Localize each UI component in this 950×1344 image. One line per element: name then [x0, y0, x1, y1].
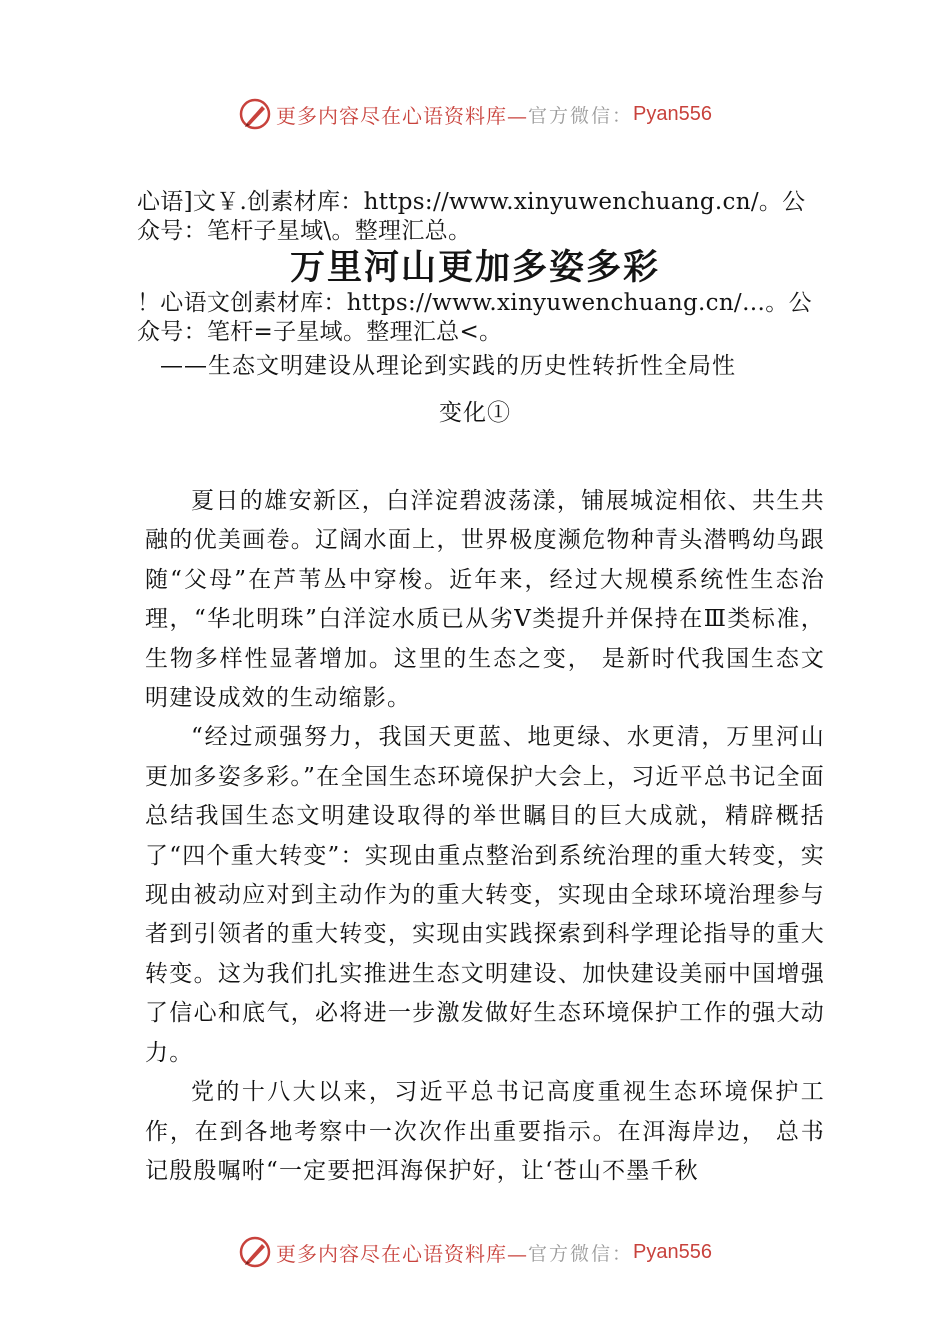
banner-wechat-label: 官方微信： — [528, 1242, 634, 1265]
pen-logo-icon — [238, 97, 272, 131]
banner-text: 更多内容尽在心语资料库— — [276, 1241, 528, 1266]
pen-logo-icon — [238, 1235, 272, 1269]
banner-wechat-label: 官方微信： — [528, 104, 634, 127]
article-body — [145, 482, 825, 1191]
banner-text: 更多内容尽在心语资料库— — [276, 103, 528, 128]
footer-banner — [0, 1232, 950, 1272]
document-title: 万里河山更加多姿多彩 — [289, 247, 660, 288]
banner-wechat-id: Pyan556 — [633, 102, 712, 125]
banner-wechat-id: Pyan556 — [633, 1240, 712, 1263]
source-note-2: ！心语文创素材库：https://www.xinyuwenchuang.cn/…。公众号：笔杆=子星域。整理汇总<。 — [137, 290, 812, 345]
paragraph: 夏日的雄安新区，白洋淀碧波荡漾，铺展城淀相依、共生共融的优美画卷。辽阔水面上，世界极度濒危物种青头潜鸭幼鸟跟随“父母”在芦苇丛中穿梭。近年来，经过大规模系统性生态治理，“华北明珠”白洋淀水质已从劣Ⅴ类提升并保持在Ⅲ类标准，生物多样性显著增加。这里的生态之变， 是新时代我国生态文明建设成效的生动缩影。 — [145, 488, 825, 712]
paragraph: 党的十八大以来，习近平总书记高度重视生态环境保护工作，在到各地考察中一次次作出重要指示。在洱海岸边， 总书记殷殷嘱咐“一定要把洱海保护好，让‘苍山不墨千秋 — [145, 1079, 825, 1184]
subtitle-line-2: 变化① — [439, 400, 511, 426]
paragraph: “经过顽强努力，我国天更蓝、地更绿、水更清，万里河山更加多姿多彩。”在全国生态环境保护大会上，习近平总书记全面总结我国生态文明建设取得的举世瞩目的巨大成就，精辟概括了“四个重大转变”：实现由重点整治到系统治理的重大转变，实现由被动应对到主动作为的重大转变，实现由全球环境治理参与者到引领者的重大转变，实现由实践探索到科学理论指导的重大转变。这为我们扎实推进生态文明建设、加快建设美丽中国增强了信心和底气，必将进一步激发做好生态环境保护工作的强大动力。 — [145, 724, 825, 1066]
subtitle-line-1: ——生态文明建设从理论到实践的历史性转折性全局性 — [160, 353, 736, 379]
source-note-1: 心语]文￥.创素材库：https://www.xinyuwenchuang.cn/。公众号：笔杆子星域\。整理汇总。 — [137, 189, 806, 244]
header-banner — [0, 94, 950, 134]
